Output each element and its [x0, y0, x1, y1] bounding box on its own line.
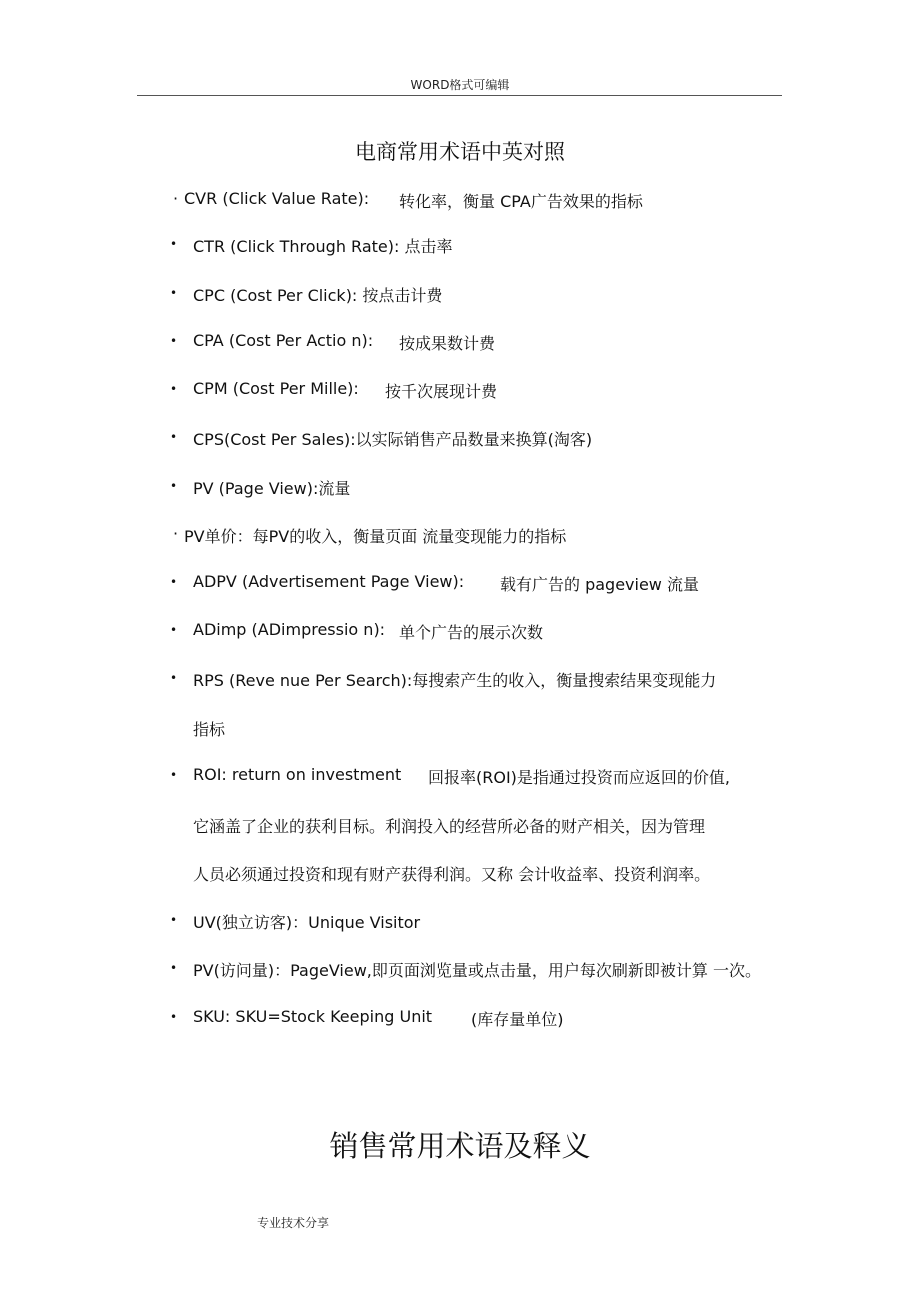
page-header: WORD格式可编辑 — [410, 78, 510, 92]
term: PV单价：每PV的收入，衡量页面 流量变现能力的指标 — [184, 527, 567, 546]
list-item — [0, 524, 920, 546]
term: ADPV (Advertisement Page View): — [193, 572, 465, 591]
list-item — [0, 379, 920, 401]
definition: 按成果数计费 — [399, 334, 496, 353]
bullet: • — [170, 623, 178, 637]
list-item — [0, 910, 920, 932]
bullet: • — [170, 237, 178, 251]
bullet: • — [170, 913, 178, 927]
term: UV(独立访客)：Unique Visitor — [193, 913, 421, 932]
definition: 回报率(ROI)是指通过投资而应返回的价值, — [428, 768, 731, 787]
term: CPC (Cost Per Click): 按点击计费 — [193, 286, 443, 305]
bullet: • — [170, 479, 178, 493]
continuation-line: 它涵盖了企业的获利目标。利润投入的经营所必备的财产相关，因为管理 — [193, 817, 706, 836]
continuation-line: 人员必须通过投资和现有财产获得利润。又称 会计收益率、投资利润率。 — [193, 865, 711, 884]
bullet: • — [170, 768, 178, 782]
continuation-line: 指标 — [193, 720, 226, 739]
term: CPA (Cost Per Actio n): — [193, 331, 374, 350]
list-item — [0, 1007, 920, 1029]
term: PV (Page View):流量 — [193, 479, 351, 498]
term: CPS(Cost Per Sales):以实际销售产品数量来换算(淘客) — [193, 430, 593, 449]
bullet: • — [170, 961, 178, 975]
section-title: 销售常用术语及释义 — [329, 1129, 591, 1163]
list-item — [0, 958, 920, 980]
bullet: • — [170, 334, 178, 348]
list-item — [0, 189, 920, 211]
page-footer: 专业技术分享 — [257, 1216, 330, 1230]
term: SKU: SKU=Stock Keeping Unit — [193, 1007, 433, 1026]
bullet: · — [173, 524, 179, 543]
list-item — [0, 668, 920, 738]
definition: 载有广告的 pageview 流量 — [500, 575, 699, 594]
definition: 单个广告的展示次数 — [399, 623, 544, 642]
list-item — [0, 234, 920, 256]
definition: 转化率，衡量 CPA广告效果的指标 — [399, 192, 643, 211]
definition: 按千次展现计费 — [385, 382, 498, 401]
header-divider — [137, 95, 782, 96]
bullet: • — [170, 430, 178, 444]
list-item — [0, 620, 920, 642]
term: ROI: return on investment — [193, 765, 402, 784]
term: CPM (Cost Per Mille): — [193, 379, 359, 398]
term: CTR (Click Through Rate): 点击率 — [193, 237, 453, 256]
bullet: • — [170, 382, 178, 396]
bullet: • — [170, 671, 178, 685]
term: PV(访问量)：PageView,即页面浏览量或点击量，用户每次刷新即被计算 一次。 — [193, 961, 761, 980]
list-item — [0, 283, 920, 305]
list-item — [0, 765, 920, 885]
list-item — [0, 572, 920, 594]
list-item — [0, 476, 920, 498]
bullet: • — [170, 286, 178, 300]
term: ADimp (ADimpressio n): — [193, 620, 386, 639]
term: CVR (Click Value Rate): — [184, 189, 370, 208]
bullet: • — [170, 1010, 178, 1024]
document-title: 电商常用术语中英对照 — [355, 140, 565, 164]
bullet: • — [170, 575, 178, 589]
bullet: · — [173, 189, 179, 208]
list-item — [0, 427, 920, 449]
list-item — [0, 331, 920, 353]
term: RPS (Reve nue Per Search):每搜索产生的收入，衡量搜索结果变现能力 — [193, 671, 717, 690]
definition: (库存量单位) — [471, 1010, 564, 1029]
